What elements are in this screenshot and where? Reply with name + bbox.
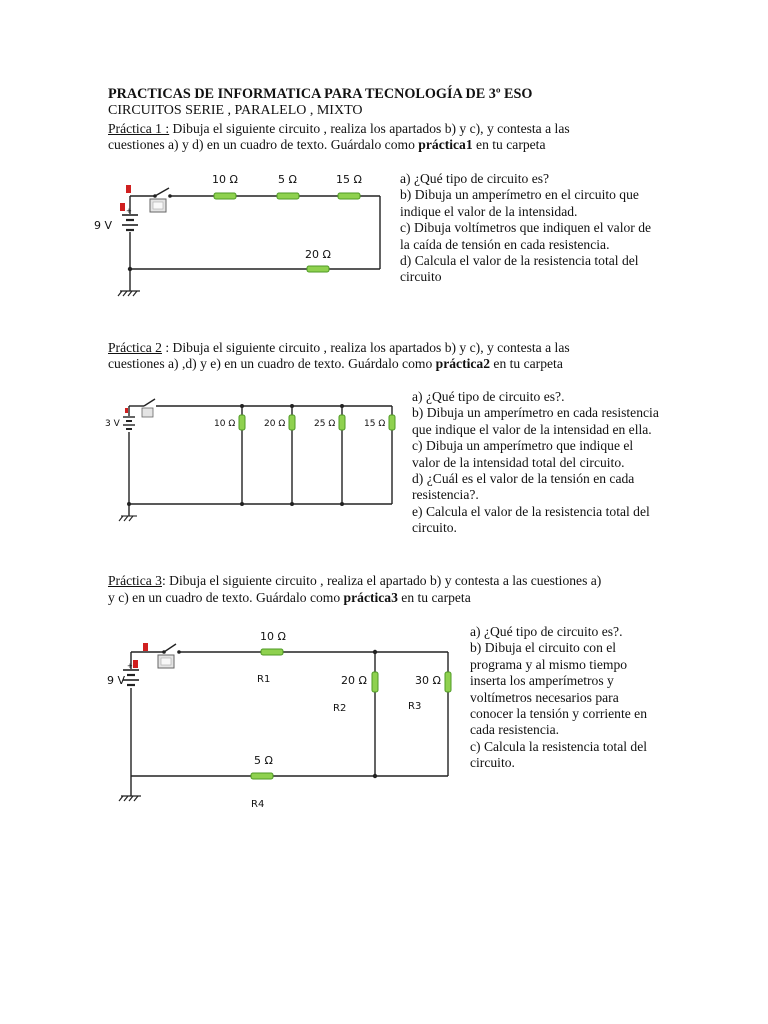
p1-question: la caída de tensión en cada resistencia. — [400, 236, 610, 252]
p3-r3-name: R3 — [408, 701, 422, 712]
p1-filename: práctica1 — [418, 137, 473, 152]
p2-resistor-1 — [239, 415, 245, 430]
p2-line2a: cuestiones a) ,d) y e) en un cuadro de texto. Guárdalo como — [108, 356, 436, 371]
p1-question: a) ¿Qué tipo de circuito es? — [400, 171, 550, 186]
p3-resistor-3 — [445, 672, 451, 692]
p2-question: b) Dibuja un amperímetro en cada resistencia — [412, 405, 659, 421]
p3-question: cada resistencia. — [470, 722, 560, 738]
p1-r1-label: 10 Ω — [212, 173, 238, 186]
p2-battery-icon — [123, 417, 135, 429]
p1-instructions-line1 — [108, 121, 570, 138]
p1-voltage-label: 9 V — [94, 219, 113, 232]
p1-r4-label: 20 Ω — [305, 248, 331, 261]
p3-question: conocer la tensión y corriente en — [470, 706, 648, 722]
p2-question: resistencia?. — [412, 487, 479, 503]
page-subtitle: CIRCUITOS SERIE , PARALELO , MIXTO — [108, 103, 363, 118]
p2-question: que indique el valor de la intensidad en ella. — [412, 421, 652, 437]
p2-filename: práctica2 — [435, 356, 491, 371]
p3-resistor-2 — [372, 672, 378, 692]
p1-line2a: cuestiones a) y d) en un cuadro de texto. Guárdalo como — [108, 137, 419, 152]
p2-r4-label: 15 Ω — [364, 419, 386, 429]
p3-r2-name: R2 — [333, 703, 347, 714]
p1-r2-label: 5 Ω — [278, 173, 297, 186]
p1-question: indique el valor de la intensidad. — [400, 203, 578, 219]
p2-r2-label: 20 Ω — [264, 419, 286, 429]
p1-label: Práctica 1 : — [108, 121, 170, 136]
p3-line1: : Dibuja el siguiente circuito , realiza el apartado b) y contesta a las cuestiones a) — [161, 573, 602, 588]
p2-instructions-line1 — [108, 340, 570, 357]
page-title: PRACTICAS DE INFORMATICA PARA TECNOLOGÍA DE 3º ESO — [108, 86, 533, 102]
p2-question: a) ¿Qué tipo de circuito es?. — [412, 389, 565, 404]
svg-text:+: + — [127, 662, 133, 670]
p1-r3-label: 15 Ω — [336, 173, 362, 186]
p3-r2-label: 20 Ω — [341, 674, 367, 687]
p1-resistor-4 — [307, 266, 329, 272]
p2-question: c) Dibuja un amperímetro que indique el — [412, 438, 634, 454]
p2-line1: : Dibuja el siguiente circuito , realiza los apartados b) y c), y contesta a las — [161, 340, 570, 355]
p2-question: valor de la intensidad total del circuito. — [412, 454, 625, 470]
p3-resistor-4 — [251, 773, 273, 779]
p2-question: circuito. — [412, 520, 457, 536]
p2-label: Práctica 2 — [108, 340, 162, 355]
p1-question: c) Dibuja voltímetros que indiquen el valor de — [400, 220, 652, 236]
p1-ground-icon — [118, 291, 140, 296]
p2-instructions-line2 — [108, 356, 563, 373]
p2-ground-icon — [119, 516, 137, 521]
p1-question: b) Dibuja un amperímetro en el circuito que — [400, 187, 639, 203]
p3-r1-name: R1 — [257, 674, 271, 685]
p1-line1: Dibuja el siguiente circuito , realiza los apartados b) y c), y contesta a las — [169, 121, 570, 136]
p1-resistor-2 — [277, 193, 299, 199]
p3-mixed-circuit — [90, 624, 460, 814]
p3-line2a: y c) en un cuadro de texto. Guárdalo como — [108, 590, 344, 605]
p2-question: e) Calcula el valor de la resistencia total del — [412, 503, 650, 519]
p2-questions — [412, 389, 659, 537]
p2-question: d) ¿Cuál es el valor de la tensión en cada — [412, 471, 635, 487]
p3-filename: práctica3 — [343, 590, 398, 605]
p2-r3-label: 25 Ω — [314, 419, 336, 429]
p3-r4-name: R4 — [251, 799, 265, 810]
p2-resistor-3 — [339, 415, 345, 430]
p1-question: circuito — [400, 269, 442, 285]
p3-line2b: en tu carpeta — [397, 590, 471, 605]
p1-series-circuit — [90, 166, 390, 300]
p3-ground-icon — [119, 796, 141, 801]
p3-question: voltímetros necesarios para — [470, 689, 619, 705]
p3-questions — [470, 624, 647, 772]
p1-line2b: en tu carpeta — [472, 137, 546, 152]
p3-question: programa y al mismo tiempo — [470, 656, 628, 672]
svg-text:+: + — [126, 207, 132, 215]
p1-questions — [400, 171, 651, 286]
p3-r3-label: 30 Ω — [415, 674, 441, 687]
p3-switch-icon — [133, 643, 174, 668]
p3-r4-label: 5 Ω — [254, 754, 273, 767]
p3-voltage-label: 9 V — [107, 674, 126, 687]
p3-question: c) Calcula la resistencia total del — [470, 738, 648, 754]
p1-resistor-3 — [338, 193, 360, 199]
p1-question: d) Calcula el valor de la resistencia total del — [400, 253, 639, 269]
p2-parallel-circuit — [100, 394, 400, 526]
p1-instructions-line2 — [108, 137, 546, 154]
p3-resistor-1 — [261, 649, 283, 655]
p2-r1-label: 10 Ω — [214, 419, 236, 429]
p2-resistor-2 — [289, 415, 295, 430]
p3-question: inserta los amperímetros y — [470, 673, 614, 689]
p2-line2b: en tu carpeta — [490, 356, 563, 371]
p3-question: a) ¿Qué tipo de circuito es?. — [470, 624, 623, 639]
p3-question: b) Dibuja el circuito con el — [470, 640, 617, 656]
p2-voltage-label: 3 V — [105, 419, 120, 429]
p1-resistor-1 — [214, 193, 236, 199]
p2-resistor-4 — [389, 415, 395, 430]
p3-r1-label: 10 Ω — [260, 630, 286, 643]
p3-question: circuito. — [470, 755, 515, 771]
p3-label: Práctica 3 — [108, 573, 162, 588]
p3-instructions-line1 — [108, 573, 601, 590]
p3-instructions-line2 — [108, 590, 471, 607]
